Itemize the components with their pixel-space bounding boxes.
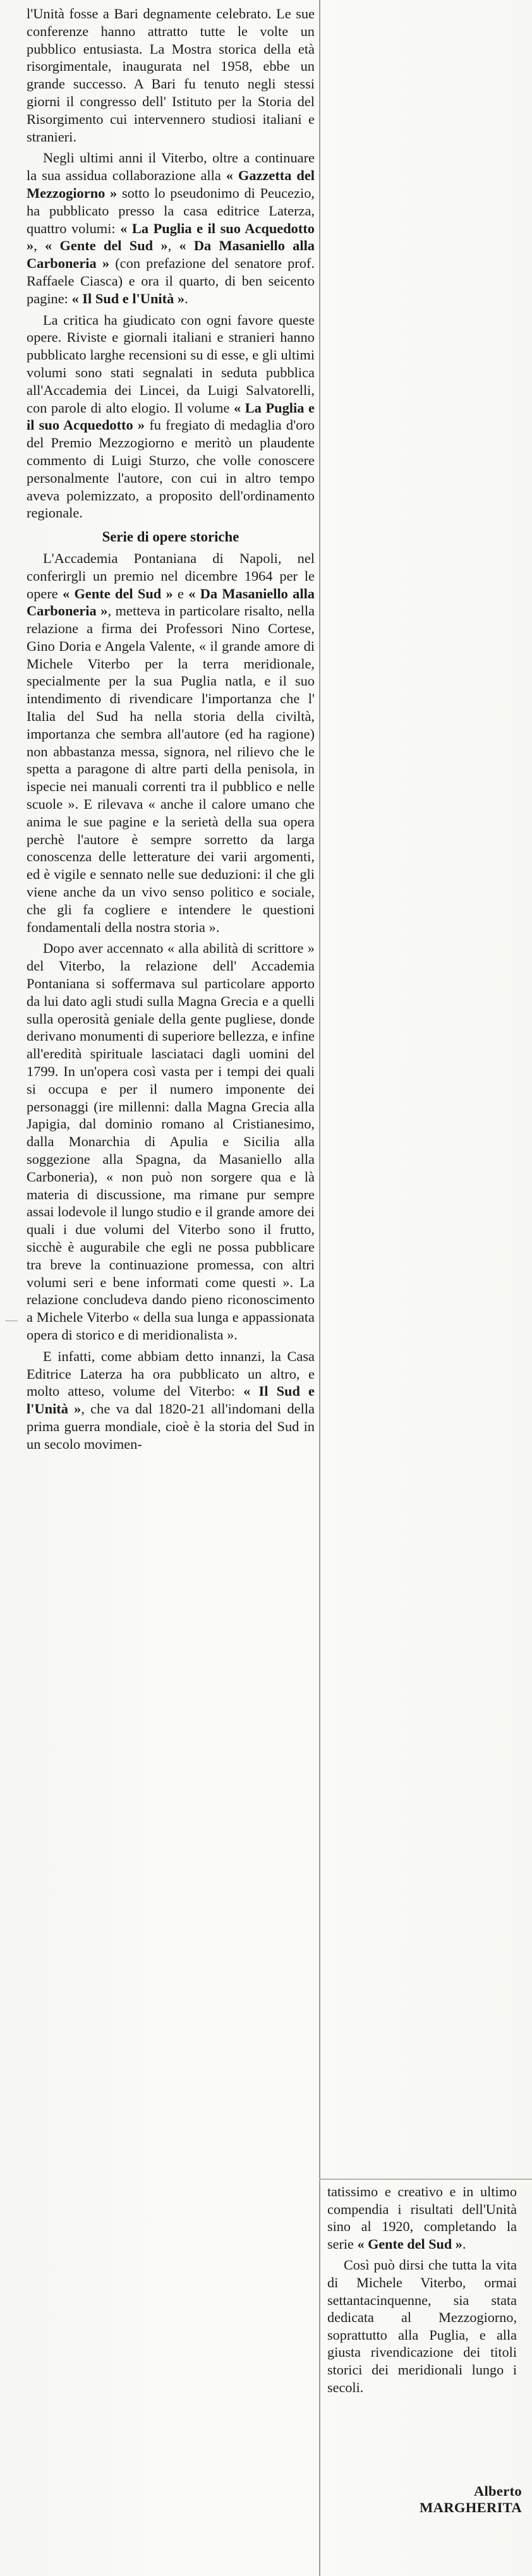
paragraph-3: [27, 311, 315, 523]
newspaper-title: « Gazzetta del Mezzogiorno »: [27, 167, 315, 201]
book-title: « Gente del Sud »: [45, 238, 168, 254]
author-signature: Alberto MARGHERITA: [420, 2483, 522, 2515]
text-run: .: [184, 290, 188, 306]
column-divider-vertical: [319, 0, 320, 2576]
text-run: La critica ha giudicato con ogni favore queste opere. Riviste e giornali italiani e stranieri hanno pubblicato larghe recensioni su di esse, e gli ultimi volumi sono stati segnalati in seduta pubblica all'Accademia dei Lincei, da Luigi Salvatorelli, con parole di alto elogio. Il volume: [27, 311, 315, 416]
text-run: Negli ultimi anni il Viterbo, oltre a continuare la sua assidua collaborazione alla: [27, 150, 315, 184]
paragraph-5: Dopo aver accennato « alla abilità di scrittore » del Viterbo, la relazione dell' Accademia Pontaniana si soffermava sul particolare apporto da lui dato agli studi sulla Magna Grecia e a quelli sulla operosità geniale della gente pugliese, donde derivano monumenti di superiore bellezza, e infine all'eredità spirituale lasciataci dagli uomini del 1799. In un'opera così vasta per i tempi dei quali si occupa e per il numero imponente dei personaggi (ire millenni: dalla Magna Grecia alla Japigia, dal dominio romano al Cristianesimo, dalla Monarchia di Apulia e Sicilia alla soggezione alla Spagna, da Masaniello alla Carboneria), « non può non sorgere qua e là materia di discussione, ma rimane pur sempre assai lodevole il lungo studio e il grande amore dei quali i due volumi del Viterbo sono il frutto, sicchè è augurabile che egli ne possa pubblicare tra breve la continuazione promessa, con altri volumi seri e bene informati come questi ». La relazione concludeva dando pieno riconoscimento a Michele Viterbo « della sua lunga e appassionata opera di storico e di meridionalista ».: [27, 940, 315, 1343]
text-run: fu fregiato di medaglia d'oro del Premio Mezzogiorno e meritò un plaudente commento di Luigi Sturzo, che volle conoscere personalmente l'autore, con cui in altro tempo aveva polemizzato, a proposito dell'ordinamento regionale.: [27, 417, 315, 521]
book-title: « Da Masaniello alla Carboneria »: [27, 585, 315, 619]
column-divider-horizontal: [319, 2179, 532, 2180]
text-run: L'Accademia Pontaniana di Napoli, nel conferirgli un premio nel dicembre 1964 per le opere: [27, 550, 315, 602]
text-run: E infatti, come abbiam detto innanzi, la Casa Editrice Laterza ha ora pubblicato un altro, e molto atteso, volume del Viterbo:: [27, 1348, 315, 1400]
text-run: ,: [167, 238, 179, 254]
text-run: tatissimo e creativo e in ultimo compendia i risultati dell'Unità sino al 1920, completando la serie: [327, 2184, 517, 2252]
text-run: .: [462, 2235, 466, 2252]
text-run: sotto lo pseudonimo di Peucezio, ha pubblicato presso la casa editrice Laterza, quattro volumi:: [27, 184, 315, 236]
paragraph-4: [27, 550, 315, 936]
paragraph-closing: Così può dirsi che tutta la vita di Michele Viterbo, ormai settantacinquenne, sia stata dedicata al Mezzogiorno, soprattutto alla Puglia, e alla giusta rivendicazione dei titoli storici dei meridionali lungo i secoli.: [327, 2257, 517, 2395]
book-title: « Il Sud e l'Unità »: [27, 1383, 315, 1417]
paragraph-1: l'Unità fosse a Bari degnamente celebrato. Le sue conferenze hanno attratto tutte le volte un pubblico entusiasta. La Mostra storica della età risorgimentale, inaugurata nel 1958, ebbe un grande successo. A Bari fu tenuto negli stessi giorni il congresso dell' Istituto per la Storia del Risorgimento cui intervennero studiosi italiani e stranieri.: [27, 6, 315, 145]
text-run: ,: [33, 238, 45, 254]
book-title: « Gente del Sud »: [63, 585, 173, 602]
paragraph-6: [27, 1348, 315, 1453]
text-run: e: [172, 585, 189, 602]
book-title: « La Puglia e il suo Acquedotto »: [27, 220, 315, 254]
paragraph-continuation: [327, 2183, 517, 2252]
text-run: , che va dal 1820-21 all'indomani della prima guerra mondiale, cioè è la storia del Sud in un secolo movimen-: [27, 1401, 315, 1452]
article-column-continuation: [327, 2183, 517, 2396]
article-column-main: [27, 5, 315, 1453]
book-title: « La Puglia e il suo Acquedotto »: [27, 399, 315, 433]
book-title: « Da Masaniello alla Carboneria »: [27, 238, 315, 272]
book-title: « Gente del Sud »: [357, 2235, 462, 2252]
text-run: , metteva in particolare risalto, nella relazione a firma dei Professori Nino Cortese, Gino Doria e Angela Valente, « il grande amore di Michele Viterbo per la terra meridionale, specialmente per la sua Puglia natla, e il suo intendimento di rivendicare l'importanza che l' Italia del Sud ha nella storia della civiltà, importanza che sembra all'autore (ed ha ragione) non abbastanza messa, signora, nel rilievo che le spetta a paragone di altre parti della penisola, in ispecie nei manuali correnti tra il pubblico e nelle scuole ». E rilevava « anche il calore umano che anima le sue pagine e la serietà della sua opera perchè l'autore è sempre sorretto da larga conoscenza delle letterature dei varii argomenti, ed è vigile e sennato nelle sue deduzioni: il che gli viene anche da un vivo senso politico e sociale, che gli fa cogliere e intendere le questioni fondamentali della nostra storia ».: [27, 603, 315, 935]
paragraph-2: [27, 149, 315, 307]
section-subheading: Serie di opere storiche: [102, 529, 239, 545]
text-run: (con prefazione del senatore prof. Raffaele Ciasca) e ora il quarto, di ben seicento pagine:: [27, 255, 315, 306]
book-title: « Il Sud e l'Unità »: [71, 290, 185, 306]
